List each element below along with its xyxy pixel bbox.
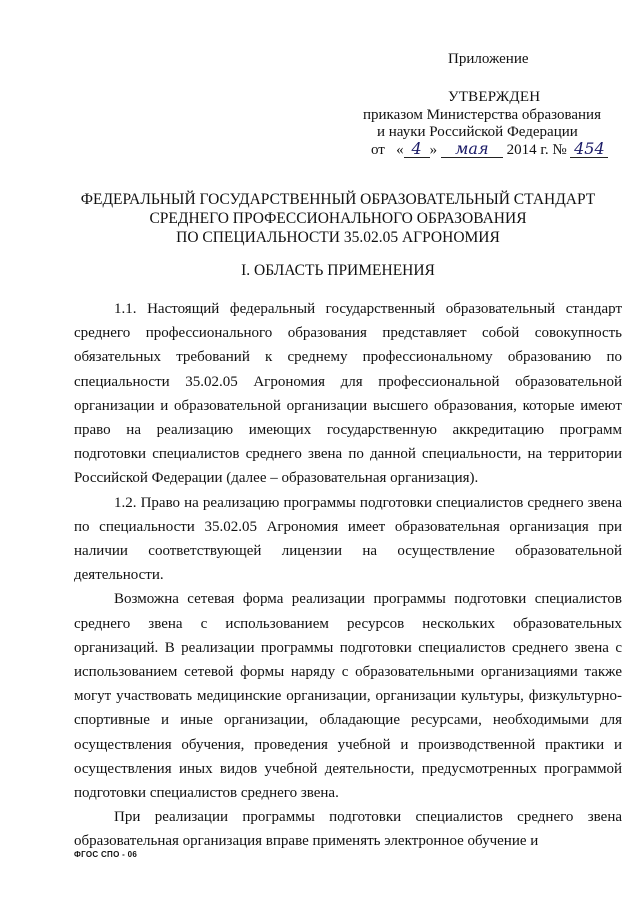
date-prefix: от: [371, 142, 385, 158]
date-year: 2014 г. №: [506, 142, 567, 158]
date-day: 4: [404, 141, 430, 158]
order-line-1: приказом Министерства образования: [363, 107, 601, 123]
paragraph-1-2: 1.2. Право на реализацию программы подготовки специалистов среднего звена по специальности 35.02.05 Агрономия имеет образовательная организация при наличии соответствующей лицензии на осуществление образовательной деятельности.: [74, 494, 622, 584]
title-line-1: ФЕДЕРАЛЬНЫЙ ГОСУДАРСТВЕННЫЙ ОБРАЗОВАТЕЛЬНЫЙ СТАНДАРТ: [80, 191, 596, 208]
paragraph-network-form: Возможна сетевая форма реализации программы подготовки специалистов среднего звена с использованием ресурсов нескольких образовательных организаций. В реализации программы подготовки специалистов среднего звена с использованием сетевой формы наряду с образовательными организациями также могут участвовать медицинские организации, организации культуры, физкультурно-спортивные и иные организации, обладающие ресурсами, необходимыми для осуществления обучения, проведения учебной и производственной практики и осуществления иных видов учебной деятельности, предусмотренных программой подготовки специалистов среднего звена.: [74, 591, 622, 802]
date-close-quote: »: [429, 142, 438, 158]
section-title: I. ОБЛАСТЬ ПРИМЕНЕНИЯ: [241, 262, 435, 279]
date-open-quote: «: [396, 142, 404, 158]
title-line-3: ПО СПЕЦИАЛЬНОСТИ 35.02.05 АГРОНОМИЯ: [176, 229, 500, 246]
footer-code: ФГОС СПО - 06: [74, 850, 138, 859]
approved-label: УТВЕРЖДЕН: [448, 89, 541, 105]
body-text: [74, 297, 622, 854]
date-month: мая: [441, 141, 503, 158]
order-date-line: [371, 141, 608, 159]
paragraph-1-1: 1.1. Настоящий федеральный государственный образовательный стандарт среднего профессионального образования представляет собой совокупность обязательных требований к среднему профессиональному образованию по специальности 35.02.05 Агрономия для профессиональной образовательной организации и образовательной организации высшего образования, которые имеют право на реализацию имеющих государственную аккредитацию программ подготовки специалистов среднего звена по данной специальности, на территории Российской Федерации (далее – образовательная организация).: [74, 301, 622, 487]
order-line-2: и науки Российской Федерации: [377, 124, 578, 140]
standard-title: [40, 190, 636, 247]
paragraph-e-learning: При реализации программы подготовки специалистов среднего звена образовательная организация вправе применять электронное обучение и: [74, 809, 622, 850]
title-line-2: СРЕДНЕГО ПРОФЕССИОНАЛЬНОГО ОБРАЗОВАНИЯ: [149, 210, 527, 227]
appendix-label: Приложение: [448, 51, 529, 67]
order-number: 454: [570, 141, 608, 158]
